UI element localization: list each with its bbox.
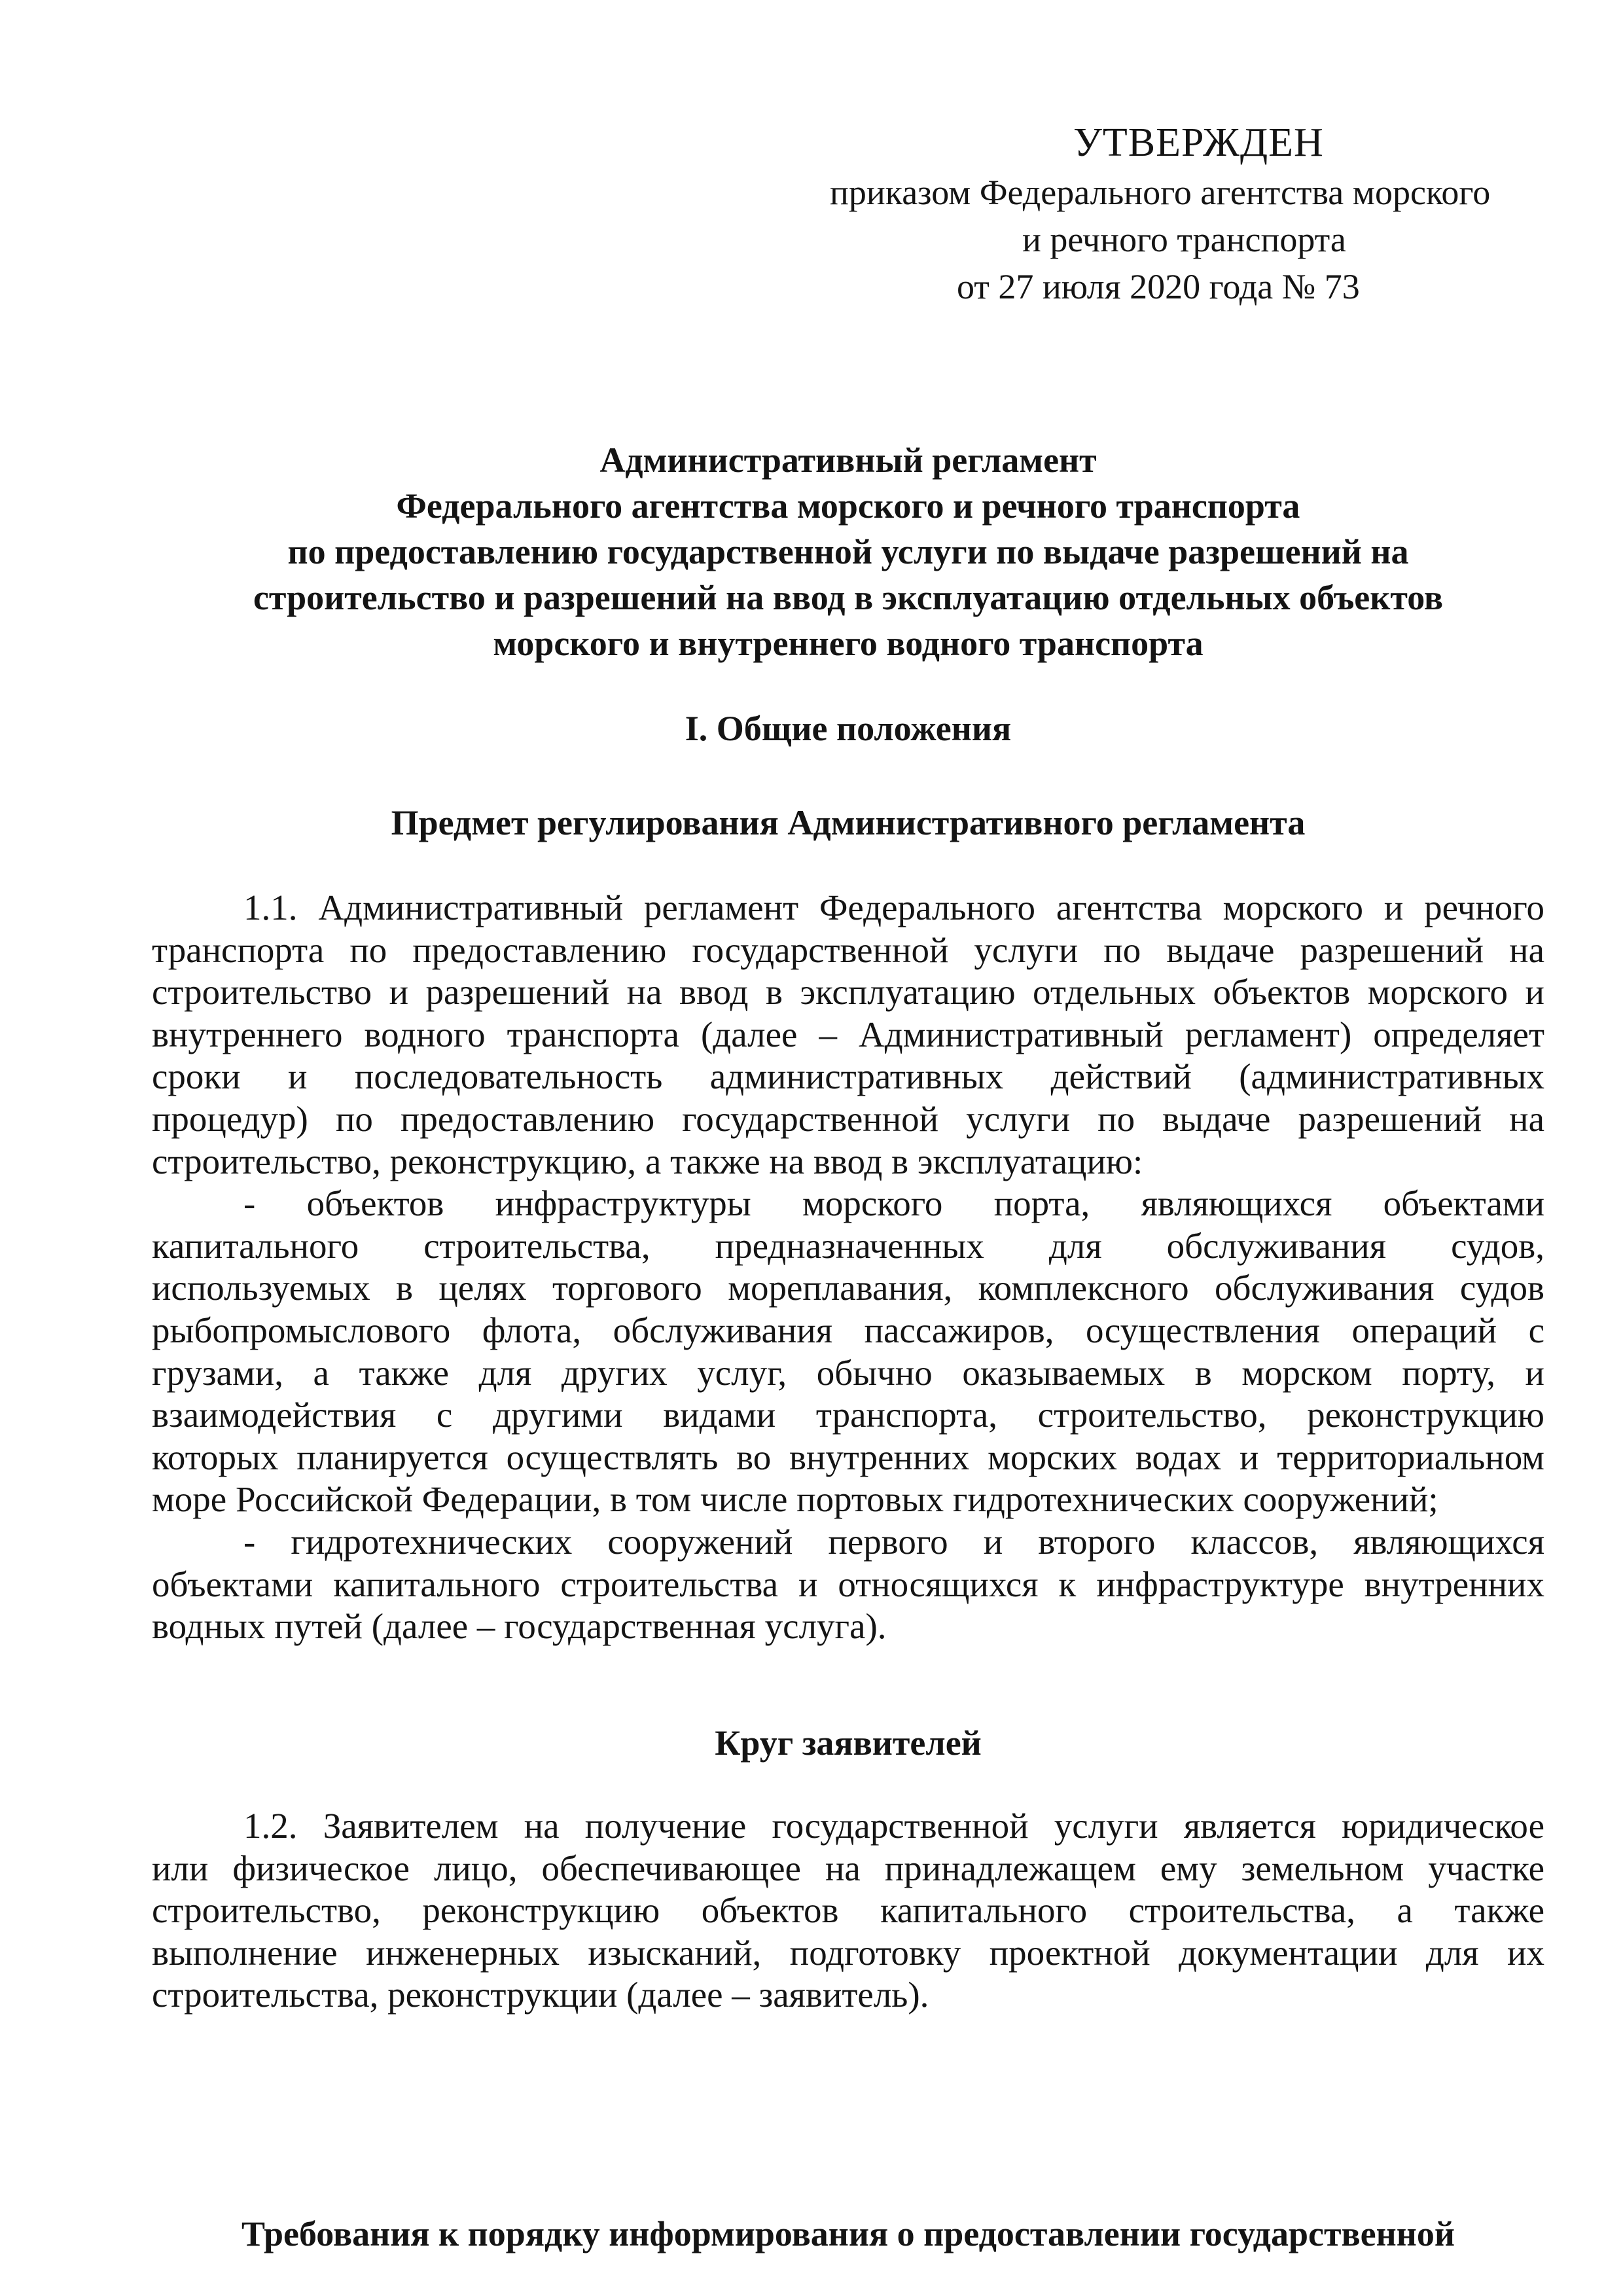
list-item-line: - гидротехнических сооружений первого и второго классов, являющихся: [243, 1521, 1544, 1562]
paragraph-line: строительство, реконструкцию, а также на ввод в эксплуатацию:: [152, 1141, 1143, 1181]
list-item-line: используемых в целях торгового мореплавания, комплексного обслуживания судов: [152, 1268, 1544, 1308]
paragraph-line: строительство и разрешений на ввод в эксплуатацию отдельных объектов морского и: [152, 972, 1544, 1013]
approval-label: УТВЕРЖДЕН: [1073, 120, 1324, 165]
paragraph-line: внутреннего водного транспорта (далее – Административный регламент) определяет: [152, 1014, 1544, 1054]
paragraph-line: 1.1. Административный регламент Федерального агентства морского и речного: [243, 888, 1544, 927]
section-heading: I. Общие положения: [685, 709, 1012, 748]
list-item-line: капитального строительства, предназначенных для обслуживания судов,: [152, 1225, 1544, 1266]
list-item-line: - объектов инфраструктуры морского порта, являющихся объектами: [243, 1183, 1544, 1224]
paragraph-line: или физическое лицо, обеспечивающее на принадлежащем ему земельном участке: [152, 1848, 1544, 1888]
paragraph-1-2: [152, 1805, 1544, 2017]
list-item-line: взаимодействия с другими видами транспорта, строительство, реконструкцию: [152, 1395, 1544, 1435]
applicants-heading: Круг заявителей: [715, 1723, 982, 1763]
paragraph-line: 1.2. Заявителем на получение государственной услуги является юридическое: [243, 1806, 1544, 1846]
paragraph-1-1: [152, 887, 1544, 1648]
title-line: строительство и разрешений на ввод в эксплуатацию отдельных объектов: [253, 578, 1444, 617]
requirements-heading: Требования к порядку информирования о предоставлении государственной: [241, 2214, 1455, 2253]
list-item-line: объектами капитального строительства и относящихся к инфраструктуре внутренних: [152, 1564, 1544, 1604]
paragraph-line: сроки и последовательность административных действий (административных: [152, 1056, 1544, 1097]
paragraph-line: транспорта по предоставлению государственной услуги по выдаче разрешений на: [152, 929, 1544, 970]
approval-date-line: от 27 июля 2020 года № 73: [957, 267, 1360, 306]
list-item-line: море Российской Федерации, в том числе портовых гидротехнических сооружений;: [152, 1479, 1438, 1520]
approval-block: [812, 117, 1584, 310]
approval-order-line: приказом Федерального агентства морского: [830, 173, 1491, 212]
list-item-line: грузами, а также для других услуг, обычно оказываемых в морском порту, и: [152, 1352, 1544, 1393]
paragraph-line: строительства, реконструкции (далее – заявитель).: [152, 1975, 929, 2015]
list-item-line: рыбопромыслового флота, обслуживания пассажиров, осуществления операций с: [152, 1310, 1544, 1350]
paragraph-line: строительство, реконструкцию объектов капитального строительства, а также: [152, 1890, 1544, 1931]
subject-heading: Предмет регулирования Административного регламента: [391, 803, 1306, 842]
title-line: Административный регламент: [599, 440, 1097, 480]
title-line: морского и внутреннего водного транспорта: [493, 624, 1204, 663]
paragraph-line: выполнение инженерных изысканий, подготовку проектной документации для их: [152, 1932, 1544, 1973]
title-line: Федерального агентства морского и речного транспорта: [396, 486, 1300, 526]
paragraph-line: процедур) по предоставлению государственной услуги по выдаче разрешений на: [152, 1098, 1544, 1139]
list-item-line: водных путей (далее – государственная услуга).: [152, 1606, 887, 1647]
approval-agency-line: и речного транспорта: [1022, 220, 1346, 259]
list-item-line: которых планируется осуществлять во внутренних морских водах и территориальном: [152, 1437, 1544, 1477]
title-line: по предоставлению государственной услуги по выдаче разрешений на: [287, 532, 1409, 571]
document-title: [152, 437, 1544, 666]
